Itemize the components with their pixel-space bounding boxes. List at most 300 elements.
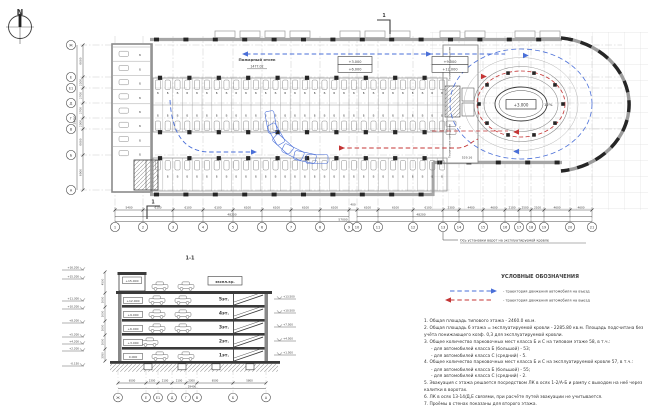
- car-glyph: [283, 161, 288, 171]
- stall-class-letter: Б: [156, 91, 159, 96]
- stall-class-letter: Б: [392, 91, 395, 96]
- car-glyph: [410, 161, 415, 171]
- floor-label: 4эт.: [218, 311, 230, 317]
- car-wheel: [163, 357, 166, 360]
- ground-slab: [110, 361, 280, 364]
- wall-pier: [272, 38, 277, 42]
- stall-class-letter: Б: [156, 174, 159, 179]
- stall-class-letter: Б: [245, 113, 248, 118]
- stall-class-letter: Б: [254, 91, 257, 96]
- car-side-cabin: [156, 352, 164, 355]
- grid-number: 21: [589, 225, 595, 230]
- elevation-value: +11.300: [67, 296, 79, 301]
- roof-box: [290, 31, 310, 38]
- room-top-label: Техническое помещение: [448, 46, 452, 82]
- grid-number: 6: [260, 225, 264, 230]
- stall-class-letter: Б: [225, 91, 228, 96]
- wall-pier: [301, 38, 306, 42]
- wall-pier: [242, 38, 247, 42]
- stall-class-letter: Б: [343, 91, 346, 96]
- stall-class-letter: Б: [264, 91, 267, 96]
- wall-pier: [301, 193, 306, 197]
- column: [276, 76, 280, 80]
- wall-pier: [154, 38, 159, 42]
- grid-number: 3: [171, 225, 175, 230]
- foundation-pad: [178, 364, 186, 370]
- dim-total: 29400: [187, 384, 197, 389]
- car-glyph: [175, 161, 180, 171]
- stall-class-letter: Б: [254, 174, 257, 179]
- stall-class-letter: Б: [215, 174, 218, 179]
- car-glyph: [391, 161, 396, 171]
- car-glyph: [381, 161, 386, 171]
- car-wheel: [144, 343, 147, 346]
- stair-flight: [234, 351, 263, 361]
- car-glyph: [293, 161, 298, 171]
- dim-value: 3000: [101, 324, 105, 332]
- column: [217, 130, 221, 134]
- grid-letter: Б: [231, 395, 235, 400]
- note-item: 7. Проёмы в стенах показаны для второго этажа.: [424, 401, 537, 407]
- ramp-column: [532, 71, 536, 75]
- roof-box: [440, 31, 460, 38]
- grid-letter: Е1: [68, 86, 74, 91]
- car-wheel: [189, 357, 192, 360]
- dim-value: 2300: [188, 379, 195, 383]
- stall-class-letter: Б: [333, 91, 336, 96]
- ramp-column: [561, 102, 565, 106]
- car-wheel: [151, 315, 154, 318]
- floor-level: +6.000: [127, 327, 139, 331]
- stall-class-letter: Б: [401, 113, 404, 118]
- grid-number: 7: [289, 225, 293, 230]
- foundation-pad: [144, 364, 152, 370]
- floor-slab: [122, 333, 266, 336]
- wall-pier: [330, 193, 335, 197]
- car-glyph: [165, 161, 170, 171]
- wall-pier: [507, 38, 512, 42]
- grid-number: 19: [541, 225, 547, 230]
- car-glyph: [351, 161, 356, 171]
- stall-class-letter: Б: [372, 174, 375, 179]
- column: [187, 130, 191, 134]
- stall-class-letter: Б: [139, 138, 141, 143]
- car-wheel: [186, 301, 189, 304]
- car-wheel: [154, 287, 157, 290]
- column: [305, 76, 309, 80]
- stair-flight: [234, 309, 263, 319]
- dim-value: 3000: [101, 310, 105, 318]
- stall-class-letter: Б: [431, 91, 434, 96]
- elevation-value: +13.500: [283, 294, 295, 299]
- wall-pier: [330, 38, 335, 42]
- note-item: 5. Эвакуация с этажа решается посредством ЛК в осях 1-2/А-Б и рампу с выходом на неё через калитки в воротах.: [424, 380, 643, 393]
- car-wheel: [180, 357, 183, 360]
- note-item: 4. Общее количество парковочных мест класса Б и С на эксплуатируемой кровле 57, в т.ч.:: [424, 360, 634, 366]
- elevation-mark-flag: [80, 298, 85, 301]
- car-glyph: [195, 161, 200, 171]
- stall-class-letter: Б: [284, 91, 287, 96]
- floor-level: +3.000: [127, 341, 139, 345]
- stall-class-letter: Б: [186, 113, 189, 118]
- stall-class-letter: Б: [284, 174, 287, 179]
- elevation-value: +2.200: [69, 346, 79, 351]
- stall-class-letter: Б: [303, 91, 306, 96]
- dim-value: 3000: [101, 296, 105, 304]
- dim-value: 3000: [101, 338, 105, 346]
- dim-value: 6100: [184, 205, 192, 210]
- stall-class-letter: Б: [352, 113, 355, 118]
- stall-class-letter: Б: [362, 91, 365, 96]
- grid-letter: Г: [69, 116, 73, 121]
- column: [364, 156, 368, 160]
- column: [187, 76, 191, 80]
- car-glyph: [234, 161, 239, 171]
- wall-pier: [477, 38, 482, 42]
- dim-value: 2100: [161, 379, 169, 383]
- car-glyph: [332, 161, 337, 171]
- floor-label: 2эт.: [218, 339, 230, 345]
- column: [364, 130, 368, 134]
- legend-title: УСЛОВНЫЕ ОБОЗНАЧЕНИЯ: [501, 274, 579, 280]
- note-item: 2. Общая площадь 6 этажа = эксплуатируемой кровли - 2285.80 кв.м. Площадь подсчитана без учёта понижающего коэф. 0,3 для эксплуатируемой кровли.: [424, 326, 644, 338]
- car-wheel: [154, 357, 157, 360]
- bulkhead-slab: [118, 272, 147, 275]
- stall-class-letter: Б: [372, 91, 375, 96]
- wall-pier: [536, 38, 541, 42]
- level-box-right-bottom: +12.000: [442, 67, 458, 72]
- stall-class-letter: Б: [225, 174, 228, 179]
- stall-class-letter: Б: [205, 174, 208, 179]
- stall-class-letter: Б: [411, 113, 414, 118]
- column: [158, 76, 162, 80]
- grid-letter: Б: [69, 153, 73, 158]
- column: [217, 156, 221, 160]
- stall-class-letter: Б: [196, 174, 199, 179]
- stall-class-letter: Б: [139, 124, 141, 129]
- exit-arrow: [339, 145, 345, 150]
- stall-class-letter: Б: [284, 113, 287, 118]
- wall-pier: [154, 193, 159, 197]
- entry-arrow: [251, 149, 257, 154]
- car-wheel: [153, 343, 156, 346]
- stall-class-letter: Б: [401, 91, 404, 96]
- dim-value: 2100: [533, 205, 542, 210]
- dim-value: 400: [350, 202, 356, 207]
- stall-class-letter: Б: [274, 91, 277, 96]
- stall-class-letter: Б: [352, 91, 355, 96]
- grid-letter: Д: [69, 101, 73, 106]
- elevation-value: +1.500: [283, 350, 293, 355]
- elevation-mark-flag: [277, 352, 282, 355]
- stall-class-letter: Б: [235, 174, 238, 179]
- elevation-mark-flag: [80, 306, 85, 309]
- roof-box: [465, 31, 485, 38]
- dim-value: 4600: [553, 205, 561, 210]
- stall-class-letter: Б: [264, 174, 267, 179]
- wall-pier: [389, 38, 394, 42]
- column: [246, 130, 250, 134]
- foundation-pad: [246, 364, 254, 370]
- roof-box: [365, 31, 385, 38]
- column: [423, 130, 427, 134]
- column: [217, 76, 221, 80]
- note-item: 1. Общая площадь типового этажа - 2460.0 кв.м.: [424, 319, 536, 324]
- stall-class-letter: Б: [205, 113, 208, 118]
- grid-number: 13: [440, 225, 446, 230]
- stall-class-letter: Б: [294, 174, 297, 179]
- car-glyph: [361, 161, 366, 171]
- floor-slab: [122, 319, 266, 322]
- car-side-cabin: [153, 296, 161, 299]
- column: [334, 130, 338, 134]
- leader-line: [443, 232, 458, 240]
- elevation-mark-flag: [80, 276, 85, 279]
- stall-class-letter: Б: [156, 113, 159, 118]
- legend-label: - траектория движения автомобиля на въезд: [503, 289, 590, 294]
- elevation-mark-flag: [277, 338, 282, 341]
- stall-class-letter: Б: [333, 113, 336, 118]
- stall-class-letter: Б: [343, 174, 346, 179]
- wall-pier: [360, 38, 365, 42]
- grid-number: 10: [354, 225, 360, 230]
- stall-class-letter: Б: [303, 174, 306, 179]
- stall-class-letter: Б: [382, 174, 385, 179]
- column: [393, 156, 397, 160]
- dim-value: 6100: [243, 205, 252, 210]
- stall-class-letter: Б: [362, 174, 365, 179]
- wall-pier: [213, 38, 218, 42]
- ramp-column: [506, 71, 510, 75]
- column: [364, 76, 368, 80]
- car-wheel: [151, 301, 154, 304]
- stall-class-letter: Б: [196, 91, 199, 96]
- legend-block: [445, 288, 590, 302]
- column: [246, 76, 250, 80]
- column: [423, 156, 427, 160]
- stall-class-letter: Б: [139, 110, 141, 114]
- roof-box: [540, 31, 560, 38]
- stall-class-letter: Б: [235, 113, 238, 118]
- notes-list: [424, 319, 650, 409]
- car-glyph: [185, 161, 190, 171]
- car-wheel: [160, 329, 163, 332]
- wall-pier: [496, 161, 501, 165]
- roof-box: [390, 31, 410, 38]
- dim-value: 6100: [330, 205, 339, 210]
- level-box-left-bottom: +6.000: [348, 67, 362, 72]
- car-wheel: [186, 329, 189, 332]
- stall-class-letter: Б: [401, 174, 404, 179]
- entry-arrow: [242, 51, 248, 56]
- car-wheel: [177, 315, 180, 318]
- car-glyph: [214, 161, 219, 171]
- elevation-value: +15.200: [67, 274, 79, 279]
- roof-slab: [116, 291, 272, 294]
- car-wheel: [160, 315, 163, 318]
- grid-letter: В: [195, 395, 199, 400]
- dim-value: 6100: [301, 205, 310, 210]
- column: [187, 156, 191, 160]
- roof-box: [215, 31, 235, 38]
- car-wheel: [160, 301, 163, 304]
- stall-class-letter: Б: [166, 113, 169, 118]
- car-glyph: [371, 161, 376, 171]
- floor-level: +9.000: [127, 313, 139, 317]
- dim-value: 6100: [391, 205, 400, 210]
- stall-class-letter: Б: [323, 174, 326, 179]
- grid-number: 20: [567, 225, 573, 230]
- wall-pier: [272, 193, 277, 197]
- floor-level: 0.000: [128, 355, 138, 359]
- dim-value: 5800: [246, 379, 253, 383]
- stall-class-letter: Б: [411, 91, 414, 96]
- ramp-center-level: +3.000: [513, 102, 529, 108]
- stall-class-letter: Б: [166, 91, 169, 96]
- wall-pier: [389, 193, 394, 197]
- grid-number: 2: [141, 225, 145, 230]
- stall-class-letter: Б: [313, 113, 316, 118]
- elevation-mark-flag: [277, 310, 282, 313]
- ramp-column: [553, 83, 557, 87]
- dim-value: 4400: [467, 205, 475, 210]
- wall-pier: [183, 38, 188, 42]
- fire-compartment-area: 1477.02: [250, 64, 264, 69]
- elevation-value: +10.500: [283, 308, 295, 313]
- ramp-column: [506, 133, 510, 137]
- stall-class-letter: С: [459, 125, 461, 130]
- stall-class-letter: Б: [139, 81, 141, 86]
- dim-value: 6000: [78, 57, 83, 65]
- stall-class-letter: Б: [303, 113, 306, 118]
- elevation-value: +5.200: [69, 332, 79, 337]
- stall-class-letter: Б: [186, 91, 189, 96]
- car-wheel: [163, 287, 166, 290]
- note-item: 3. Общее количество парковочных мест класса Б и С на типовом этаже 58, в т.ч.:: [424, 339, 611, 345]
- dim-value: 6100: [154, 205, 162, 210]
- dim-value: 4500: [101, 278, 105, 286]
- ramp-column: [532, 133, 536, 137]
- car-wheel: [177, 301, 180, 304]
- section-cut-mark-bottom: 1: [151, 200, 155, 206]
- stall-class-letter: Б: [176, 174, 179, 179]
- dim-value: 2500: [521, 205, 529, 210]
- elevation-mark-flag: [80, 363, 85, 366]
- dim-value: 4600: [490, 205, 498, 210]
- floor-level: +12.000: [126, 299, 140, 303]
- stall-class-letter: Б: [441, 91, 444, 96]
- car-side-cabin: [146, 338, 154, 341]
- grid-number: 5: [231, 225, 235, 230]
- legend-label: - траектория движения автомобиля на выезд: [503, 298, 590, 303]
- grid-letter: Ж: [69, 43, 73, 48]
- column: [158, 156, 162, 160]
- car-side-cabin: [153, 310, 161, 313]
- section-wall-left: [118, 294, 122, 361]
- dim-value: 2100: [508, 205, 516, 210]
- section-title: 1-1: [185, 255, 195, 262]
- legend-arrow: [491, 288, 497, 293]
- car-wheel: [180, 287, 183, 290]
- stall-class-letter: Б: [333, 174, 336, 179]
- stall-class-letter: Б: [245, 174, 248, 179]
- wall-pier: [555, 161, 560, 165]
- stall-class-letter: Б: [441, 113, 444, 118]
- stall-class-letter: Б: [323, 113, 326, 118]
- wall-pier: [213, 193, 218, 197]
- column: [158, 130, 162, 134]
- grid-letter: Ж: [116, 395, 120, 400]
- dim-value: 2300: [78, 119, 83, 128]
- elevation-mark-flag: [277, 296, 282, 299]
- stall-class-letter: Б: [245, 91, 248, 96]
- grid-number: 1: [113, 225, 117, 230]
- level-box-right-top: +9.000: [443, 60, 457, 64]
- floor-slab: [122, 305, 266, 308]
- elevation-mark-flag: [80, 320, 85, 323]
- column: [393, 76, 397, 80]
- elevation-mark-flag: [80, 341, 85, 344]
- note-subitem: - для автомобилей класса Б (большой) - 53;: [431, 347, 531, 353]
- grid-number: 8: [318, 225, 322, 230]
- dim-value: 6100: [272, 205, 281, 210]
- dim-value: 2200: [78, 78, 83, 87]
- column: [393, 130, 397, 134]
- elevation-value: +8.200: [69, 318, 79, 323]
- grid-letter: Е: [69, 75, 73, 80]
- elevation-value: +4.200: [69, 339, 79, 344]
- stall-class-letter: Б: [421, 174, 424, 179]
- stall-class-letter: Б: [264, 113, 267, 118]
- roof-usage-label: экспл.кр.: [215, 279, 235, 284]
- elevation-mark-flag: [277, 324, 282, 327]
- elevation-value: -0.150: [70, 361, 79, 366]
- elevation-value: +10.200: [67, 304, 79, 309]
- ramp-column: [485, 83, 489, 87]
- ramp-area-label: 529.16: [461, 155, 473, 160]
- stall-class-letter: Б: [431, 174, 434, 179]
- stall-class-letter: Б: [382, 113, 385, 118]
- foundation-pad: [212, 364, 220, 370]
- ramp-column: [553, 121, 557, 125]
- stall-class-letter: Б: [274, 174, 277, 179]
- column: [276, 156, 280, 160]
- grid-number: 17: [516, 225, 522, 230]
- stall-class-letter: Б: [196, 113, 199, 118]
- car-glyph: [342, 161, 347, 171]
- stall-class-letter: Б: [382, 91, 385, 96]
- grid-letter: В: [69, 127, 73, 132]
- wall-pier: [183, 193, 188, 197]
- stall-class-letter: Б: [323, 91, 326, 96]
- stall-class-letter: Б: [225, 113, 228, 118]
- north-label: N: [16, 8, 24, 17]
- car-glyph: [244, 161, 249, 171]
- car-glyph: [253, 161, 258, 171]
- swept-path-car: [306, 155, 328, 164]
- elevation-mark-flag: [80, 334, 85, 337]
- stall-class-letter: Б: [362, 113, 365, 118]
- roof-box: [240, 31, 260, 38]
- stall-class-letter: Б: [215, 113, 218, 118]
- grid-number: 16: [502, 225, 508, 230]
- column: [305, 156, 309, 160]
- elevation-value: +16.200: [67, 265, 79, 270]
- car-wheel: [151, 329, 154, 332]
- car-side-cabin: [179, 296, 187, 299]
- floor-label: 1эт.: [218, 353, 230, 359]
- elevation-value: +4.500: [283, 336, 293, 341]
